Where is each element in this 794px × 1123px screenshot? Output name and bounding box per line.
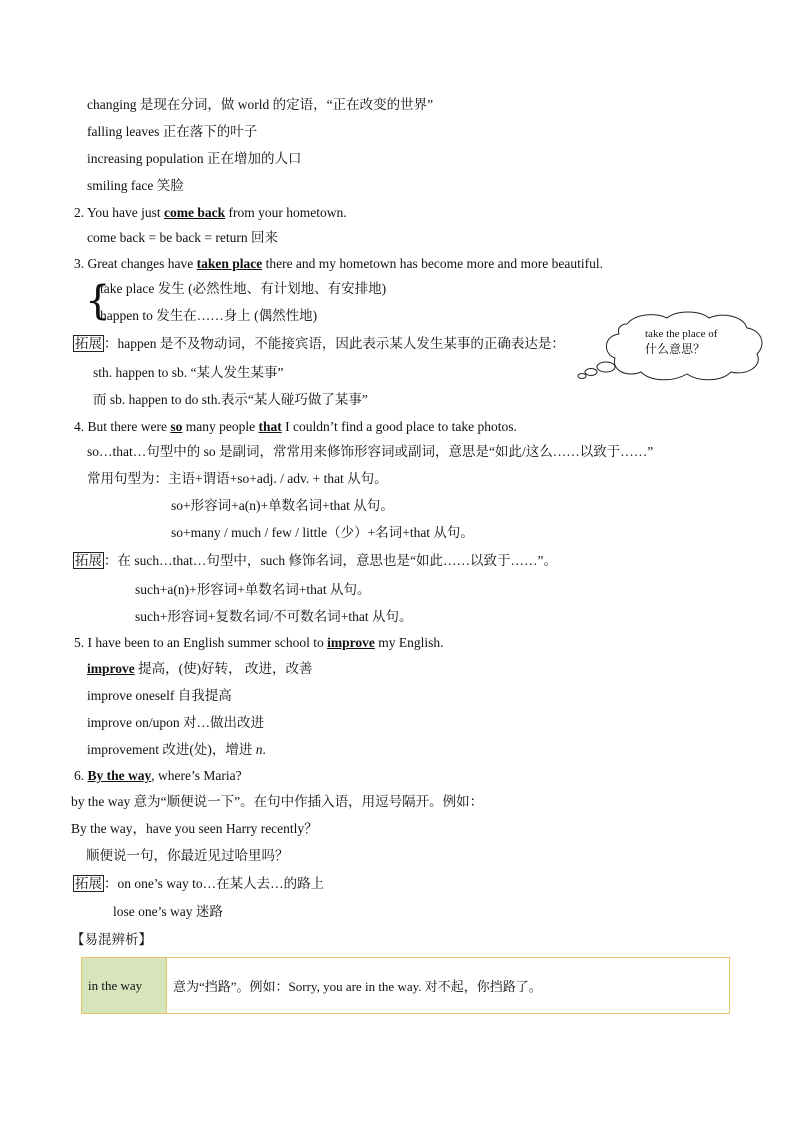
- sentence-text: there and my hometown has become more and more beautiful.: [262, 256, 603, 271]
- text-line: happen to 发生在……身上 (偶然性地): [100, 308, 318, 323]
- sentence-text: 提高，(使)好转， 改进，改善: [134, 661, 313, 676]
- text-line: [87, 741, 266, 759]
- key-phrase: that: [258, 419, 282, 434]
- extension-line: [73, 875, 324, 893]
- sentence-6: [74, 767, 242, 785]
- extension-line: [73, 335, 565, 353]
- cloud-text: take the place of: [645, 328, 718, 340]
- text-line: lose one’s way 迷路: [113, 904, 223, 919]
- extension-label: 拓展: [75, 336, 102, 351]
- brace-symbol: {: [85, 278, 111, 324]
- sentence-text: improvement 改进(处)，增进: [87, 742, 256, 757]
- key-phrase: improve: [87, 661, 135, 676]
- text-line: improve oneself 自我提高: [87, 688, 232, 703]
- text-line: so+形容词+a(n)+单数名词+that 从句。: [171, 498, 394, 513]
- text-line: 而 sb. happen to do sth.表示“某人碰巧做了某事”: [93, 392, 368, 407]
- text-line: changing 是现在分词，做 world 的定语，“正在改变的世界”: [87, 97, 434, 112]
- key-phrase: so: [170, 419, 183, 434]
- extension-label: 拓展: [75, 876, 102, 891]
- table-key-cell: in the way: [82, 958, 167, 1014]
- extension-label: 拓展: [75, 553, 102, 568]
- sentence-text: I couldn’t find a good place to take photos.: [281, 419, 517, 434]
- sentence-text: , where’s Maria?: [151, 768, 242, 783]
- sentence-text: 3. Great changes have: [74, 256, 197, 271]
- extension-text: ：在 such…that…句型中，such 修饰名词，意思也是“如此……以致于……”。: [104, 553, 557, 568]
- sentence-text: 5. I have been to an English summer school to: [74, 635, 328, 650]
- key-phrase: improve: [327, 635, 375, 650]
- extension-text: ：happen 是不及物动词，不能接宾语，因此表示某人发生某事的正确表达是：: [104, 336, 565, 351]
- sentence-text: 2. You have just: [74, 205, 165, 220]
- text-line: [87, 660, 313, 678]
- table-row: [82, 958, 730, 1014]
- sentence-5: [74, 634, 443, 652]
- key-phrase: By the way: [87, 768, 152, 783]
- text-line: so…that…句型中的 so 是副词，常常用来修饰形容词或副词，意思是“如此/这么……以致于……”: [87, 444, 654, 459]
- cloud-text: 什么意思？: [645, 342, 706, 356]
- text-line: smiling face 笑脸: [87, 178, 184, 193]
- text-line: such+a(n)+形容词+单数名词+that 从句。: [135, 582, 371, 597]
- sentence-text: my English.: [374, 635, 444, 650]
- text-line: take place 发生 (必然性地、有计划地、有安排地): [100, 281, 387, 296]
- text-line: By the way，have you seen Harry recently？: [71, 821, 318, 836]
- sentence-text: 6.: [74, 768, 88, 783]
- confusion-table: [81, 957, 730, 1014]
- sentence-text: many people: [182, 419, 259, 434]
- key-phrase: come back: [164, 205, 226, 220]
- text-line: sth. happen to sb. “某人发生某事”: [93, 365, 284, 380]
- text-line: by the way 意为“顺便说一下”。在句中作插入语，用逗号隔开。例如：: [71, 794, 484, 809]
- table-text-cell: 意为“挡路”。例如：Sorry, you are in the way. 对不起，你挡路了。: [167, 958, 730, 1014]
- sentence-4: [74, 418, 517, 436]
- sentence-2: [74, 204, 347, 222]
- text-line: falling leaves 正在落下的叶子: [87, 124, 258, 139]
- text-line: so+many / much / few / little（少）+名词+that 从句。: [171, 525, 474, 540]
- text-line: improve on/upon 对…做出改进: [87, 715, 264, 730]
- text-line: 顺便说一句，你最近见过哈里吗？: [86, 848, 289, 863]
- sentence-3: [74, 255, 603, 273]
- text-line: 常用句型为：主语+谓语+so+adj. / adv. + that 从句。: [87, 471, 388, 486]
- pos-abbrev: n: [255, 742, 263, 757]
- extension-text: ：on one’s way to…在某人去…的路上: [104, 876, 325, 891]
- text-line: such+形容词+复数名词/不可数名词+that 从句。: [135, 609, 413, 624]
- section-heading: 【易混辨析】: [71, 932, 152, 947]
- sentence-text: 4. But there were: [74, 419, 171, 434]
- key-phrase: taken place: [196, 256, 263, 271]
- text-line: increasing population 正在增加的人口: [87, 151, 302, 166]
- extension-line: [73, 552, 557, 570]
- text-line: come back = be back = return 回来: [87, 230, 279, 245]
- sentence-text: .: [262, 742, 266, 757]
- sentence-text: from your hometown.: [225, 205, 347, 220]
